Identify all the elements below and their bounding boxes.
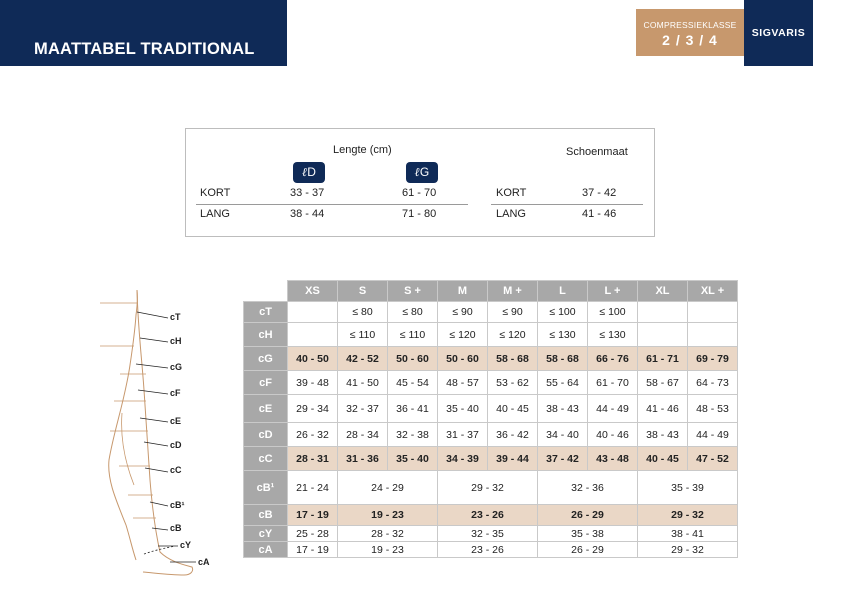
table-cell: 35 - 40 xyxy=(388,447,438,471)
size-table xyxy=(243,280,738,558)
shoe-title: Schoenmaat xyxy=(566,146,628,158)
table-cell: ≤ 120 xyxy=(438,323,488,347)
row-label: cG xyxy=(244,347,288,371)
table-cell: 40 - 50 xyxy=(288,347,338,371)
table-cell: 34 - 40 xyxy=(538,423,588,447)
table-cell: 34 - 39 xyxy=(438,447,488,471)
table-row xyxy=(244,323,738,347)
table-cell: 35 - 40 xyxy=(438,395,488,423)
table-cell: 69 - 79 xyxy=(688,347,738,371)
size-header-cell: S xyxy=(338,281,388,302)
table-cell: ≤ 130 xyxy=(538,323,588,347)
table-cell: 26 - 29 xyxy=(538,542,638,558)
size-header-cell: M + xyxy=(488,281,538,302)
leg-label-cg: cG xyxy=(170,362,183,372)
table-cell: ≤ 130 xyxy=(588,323,638,347)
length-row-label: KORT xyxy=(200,187,231,199)
table-row xyxy=(244,526,738,542)
table-cell: 41 - 50 xyxy=(338,371,388,395)
table-cell: 61 - 70 xyxy=(588,371,638,395)
table-cell: ≤ 90 xyxy=(438,302,488,323)
table-row xyxy=(244,542,738,558)
table-cell: 28 - 32 xyxy=(338,526,438,542)
table-cell: ≤ 80 xyxy=(388,302,438,323)
table-cell: 39 - 44 xyxy=(488,447,538,471)
table-cell: 23 - 26 xyxy=(438,542,538,558)
table-cell: 36 - 41 xyxy=(388,395,438,423)
table-cell: 47 - 52 xyxy=(688,447,738,471)
table-row xyxy=(244,505,738,526)
table-cell: 17 - 19 xyxy=(288,505,338,526)
table-cell: 29 - 32 xyxy=(638,505,738,526)
ruler-d-letter: D xyxy=(307,165,316,179)
shoe-row-label: LANG xyxy=(496,208,526,220)
table-cell: 36 - 42 xyxy=(488,423,538,447)
size-header-cell: L + xyxy=(588,281,638,302)
shoe-value: 41 - 46 xyxy=(582,208,617,220)
shoe-row-label: KORT xyxy=(496,187,527,199)
table-row xyxy=(244,371,738,395)
leg-label-ce: cE xyxy=(170,416,182,426)
table-cell: 41 - 46 xyxy=(638,395,688,423)
table-cell: ≤ 90 xyxy=(488,302,538,323)
table-cell: 31 - 36 xyxy=(338,447,388,471)
table-cell: 25 - 28 xyxy=(288,526,338,542)
table-cell: 58 - 68 xyxy=(488,347,538,371)
table-cell: 32 - 37 xyxy=(338,395,388,423)
table-cell xyxy=(688,323,738,347)
row-label: cC xyxy=(244,447,288,471)
table-corner xyxy=(244,281,288,302)
table-cell: 40 - 45 xyxy=(488,395,538,423)
table-cell xyxy=(638,302,688,323)
compression-class-value: 2 / 3 / 4 xyxy=(662,32,718,48)
row-label: cB¹ xyxy=(244,471,288,505)
table-cell: 44 - 49 xyxy=(688,423,738,447)
size-header-row xyxy=(244,281,738,302)
length-title: Lengte (cm) xyxy=(333,144,392,156)
table-cell: 26 - 32 xyxy=(288,423,338,447)
compression-class-badge xyxy=(636,9,744,56)
table-cell: 38 - 41 xyxy=(638,526,738,542)
table-cell xyxy=(288,323,338,347)
table-cell xyxy=(638,323,688,347)
table-cell: 66 - 76 xyxy=(588,347,638,371)
length-g-value: 71 - 80 xyxy=(402,208,437,220)
row-label: cF xyxy=(244,371,288,395)
compression-class-label: COMPRESSIEKLASSE xyxy=(643,20,737,30)
length-d-value: 33 - 37 xyxy=(290,187,325,199)
row-label: cA xyxy=(244,542,288,558)
table-row xyxy=(244,447,738,471)
table-cell: 23 - 26 xyxy=(438,505,538,526)
table-cell: 50 - 60 xyxy=(438,347,488,371)
table-cell: 19 - 23 xyxy=(338,542,438,558)
table-cell: 26 - 29 xyxy=(538,505,638,526)
table-cell: 24 - 29 xyxy=(338,471,438,505)
table-cell: 50 - 60 xyxy=(388,347,438,371)
brand-logo: SIGVARIS xyxy=(744,0,813,66)
table-row xyxy=(244,423,738,447)
leg-label-ct: cT xyxy=(170,312,181,322)
table-cell: 32 - 38 xyxy=(388,423,438,447)
ruler-g-letter: G xyxy=(419,165,430,179)
leg-label-cb: cB xyxy=(170,523,182,533)
table-cell: 28 - 34 xyxy=(338,423,388,447)
length-table xyxy=(185,128,655,237)
size-header-cell: XS xyxy=(288,281,338,302)
table-cell: 32 - 35 xyxy=(438,526,538,542)
table-cell: 38 - 43 xyxy=(638,423,688,447)
table-cell: ≤ 100 xyxy=(588,302,638,323)
table-cell: ≤ 100 xyxy=(538,302,588,323)
table-cell: 19 - 23 xyxy=(338,505,438,526)
size-table-body xyxy=(244,302,738,558)
table-cell: 58 - 67 xyxy=(638,371,688,395)
shoe-value: 37 - 42 xyxy=(582,187,617,199)
length-d-value: 38 - 44 xyxy=(290,208,325,220)
page-title: MAATTABEL TRADITIONAL xyxy=(34,40,255,58)
table-cell: 37 - 42 xyxy=(538,447,588,471)
leg-label-cy: cY xyxy=(180,540,192,550)
length-g-value: 61 - 70 xyxy=(402,187,437,199)
leg-label-cf: cF xyxy=(170,388,181,398)
size-header-cell: XL + xyxy=(688,281,738,302)
row-label: cH xyxy=(244,323,288,347)
length-row-label: LANG xyxy=(200,208,230,220)
table-cell: 29 - 32 xyxy=(638,542,738,558)
table-cell: 35 - 39 xyxy=(638,471,738,505)
table-cell: 29 - 34 xyxy=(288,395,338,423)
shoe-row-divider xyxy=(491,204,643,205)
table-cell: ≤ 110 xyxy=(338,323,388,347)
table-row xyxy=(244,347,738,371)
table-cell xyxy=(688,302,738,323)
table-cell: ≤ 120 xyxy=(488,323,538,347)
table-cell: 39 - 48 xyxy=(288,371,338,395)
size-header-cell: XL xyxy=(638,281,688,302)
length-row-divider xyxy=(196,204,468,205)
table-row xyxy=(244,302,738,323)
table-cell: 45 - 54 xyxy=(388,371,438,395)
table-cell: ≤ 110 xyxy=(388,323,438,347)
table-cell: 38 - 43 xyxy=(538,395,588,423)
leg-label-ch: cH xyxy=(170,336,182,346)
leg-label-cd: cD xyxy=(170,440,182,450)
row-label: cD xyxy=(244,423,288,447)
leg-label-cb1: cB¹ xyxy=(170,500,185,510)
table-cell: 32 - 36 xyxy=(538,471,638,505)
table-cell: 28 - 31 xyxy=(288,447,338,471)
table-cell: 21 - 24 xyxy=(288,471,338,505)
table-cell: 58 - 68 xyxy=(538,347,588,371)
table-cell: 40 - 46 xyxy=(588,423,638,447)
size-header-cell: L xyxy=(538,281,588,302)
table-cell: 29 - 32 xyxy=(438,471,538,505)
table-cell: 61 - 71 xyxy=(638,347,688,371)
leg-outline-icon xyxy=(100,290,245,580)
leg-label-ca: cA xyxy=(198,557,210,567)
table-cell: 17 - 19 xyxy=(288,542,338,558)
size-header-cell: M xyxy=(438,281,488,302)
table-cell: ≤ 80 xyxy=(338,302,388,323)
table-cell: 31 - 37 xyxy=(438,423,488,447)
table-cell: 44 - 49 xyxy=(588,395,638,423)
leg-label-cc: cC xyxy=(170,465,182,475)
table-cell: 64 - 73 xyxy=(688,371,738,395)
table-row xyxy=(244,395,738,423)
table-cell: 48 - 53 xyxy=(688,395,738,423)
table-cell: 35 - 38 xyxy=(538,526,638,542)
ruler-d-icon: ℓD xyxy=(293,162,325,183)
table-cell: 42 - 52 xyxy=(338,347,388,371)
table-row xyxy=(244,471,738,505)
table-cell: 53 - 62 xyxy=(488,371,538,395)
size-header-cell: S + xyxy=(388,281,438,302)
row-label: cB xyxy=(244,505,288,526)
row-label: cT xyxy=(244,302,288,323)
table-cell: 43 - 48 xyxy=(588,447,638,471)
table-cell xyxy=(288,302,338,323)
table-cell: 55 - 64 xyxy=(538,371,588,395)
row-label: cE xyxy=(244,395,288,423)
row-label: cY xyxy=(244,526,288,542)
ruler-g-icon: ℓG xyxy=(406,162,438,183)
table-cell: 48 - 57 xyxy=(438,371,488,395)
table-cell: 40 - 45 xyxy=(638,447,688,471)
